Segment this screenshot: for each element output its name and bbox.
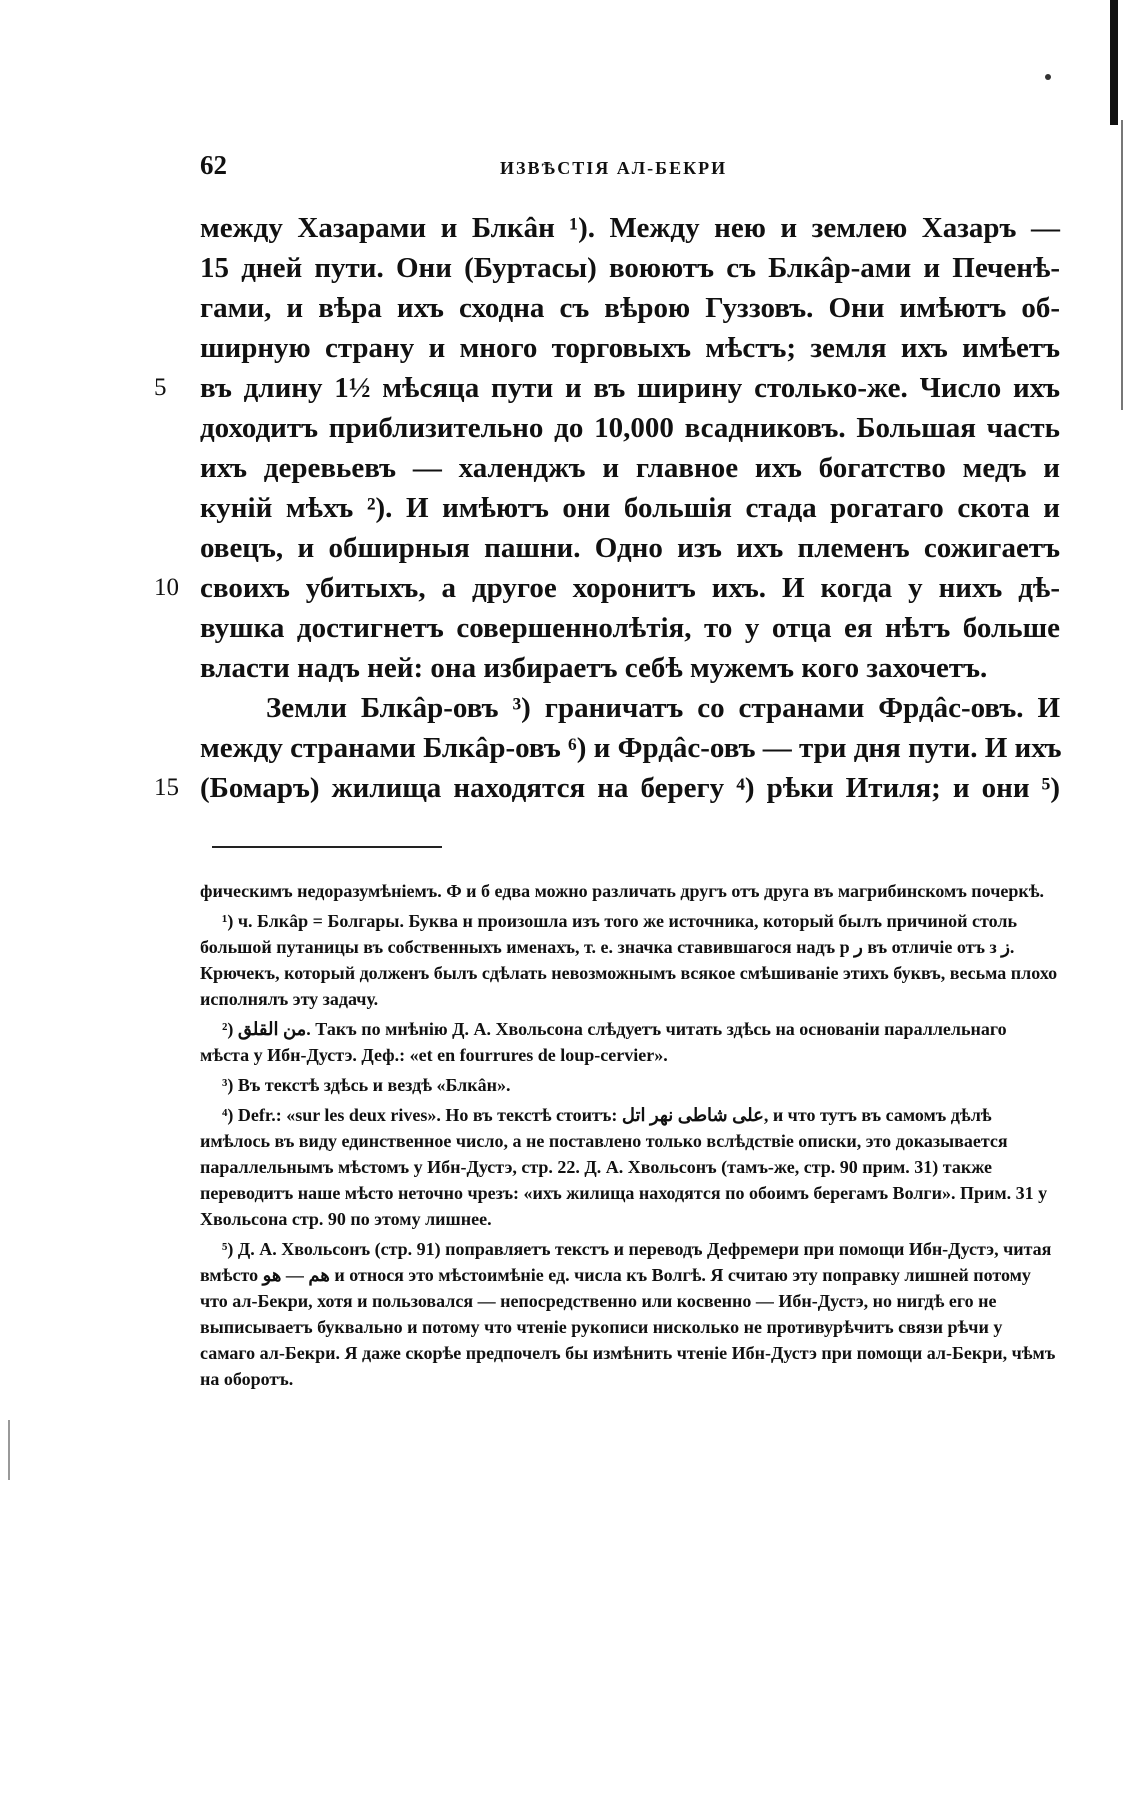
text-line xyxy=(154,368,1060,408)
book-page xyxy=(154,150,1062,1396)
footnote-5: ⁵) Д. А. Хвольсонъ (стр. 91) поправляетъ текстъ и переводъ Дефремери при помощи Ибн-Дустэ, читая вмѣсто هم — هو и относя это мѣстоимѣніе ед. числа къ Волгѣ. Я считаю эту поправку лишней потому что ал-Бекри, хотя и пользовался — непосредственно или косвенно — Ибн-Дустэ, но нигдѣ его не выписываетъ буквально и потому что чтеніе рукописи нисколько не противурѣчитъ связи рѣчи у самаго ал-Бекри. Я даже скорѣе предпочелъ бы измѣнить чтеніе Ибн-Дустэ при помощи ал-Бекри, чѣмъ на оборотъ. xyxy=(200,1239,1056,1389)
text-line xyxy=(200,328,1060,368)
text-line xyxy=(154,568,1060,608)
line-text: (Бомаръ) жилища находятся на берегу ⁴) рѣки Итиля; и они ⁵) xyxy=(200,772,1060,804)
page-number: 62 xyxy=(200,150,227,180)
line-text: Земли Блкâр-овъ ³) граничатъ со странами Фрдâс-овъ. И xyxy=(266,692,1060,724)
line-text: между Хазарами и Блкâн ¹). Между нею и землею Хазаръ — xyxy=(200,212,1060,244)
text-line xyxy=(200,688,1060,728)
text-line xyxy=(200,248,1060,288)
line-text: гами, и вѣра ихъ сходна съ вѣрою Гуззовъ. Они имѣютъ об- xyxy=(200,292,1060,324)
line-text: между странами Блкâр-овъ ⁶) и Фрдâс-овъ — три дня пути. И ихъ xyxy=(200,732,1062,764)
main-text xyxy=(154,208,1062,808)
text-line xyxy=(200,408,1060,448)
text-line xyxy=(200,528,1060,568)
text-line xyxy=(200,208,1060,248)
text-line xyxy=(200,288,1060,328)
scan-edge-mark-left xyxy=(8,1420,10,1480)
text-line xyxy=(200,728,1060,768)
text-line xyxy=(200,448,1060,488)
line-text: власти надъ ней: она избираетъ себѣ мужемъ кого захочетъ. xyxy=(200,652,988,684)
text-line xyxy=(154,768,1060,808)
text-line xyxy=(200,488,1060,528)
line-text: доходитъ приблизительно до 10,000 всадниковъ. Большая часть xyxy=(200,412,1060,444)
page-header xyxy=(200,150,1060,186)
footnote-4: ⁴) Defr.: «sur les deux rives». Но въ текстѣ стоитъ: على شاطى نهر اتل, и что тутъ въ самомъ дѣлѣ имѣлось въ виду единственное число, а не поставлено только вслѣдствіе описки, это доказывается параллельнымъ мѣстомъ у Ибн-Дустэ, стр. 22. Д. А. Хвольсонъ (тамъ-же, стр. 90 прим. 31) также переводитъ наше мѣсто неточно чрезъ: «ихъ жилища находятся по обоимъ берегамъ Волги». Прим. 31 у Хвольсона стр. 90 по этому лишнее. xyxy=(200,1105,1048,1229)
scan-edge-mark-lower xyxy=(1121,120,1123,410)
line-number: 15 xyxy=(154,774,179,801)
scan-speck xyxy=(1045,74,1051,80)
line-text: вушка достигнетъ совершеннолѣтія, то у отца ея нѣтъ больше xyxy=(200,612,1060,644)
line-number: 5 xyxy=(154,374,167,401)
line-text: ихъ деревьевъ — халенджъ и главное ихъ богатство медъ и xyxy=(200,452,1060,484)
footnote-continuation: фическимъ недоразумѣніемъ. Ф и б едва можно различать другъ отъ друга въ магрибинскомъ почеркѣ. xyxy=(200,881,1045,901)
line-text: 15 дней пути. Они (Буртасы) воюютъ съ Блкâр-ами и Печенѣ- xyxy=(200,252,1060,284)
footnote-2: ²) من القلق. Такъ по мнѣнію Д. А. Хвольсона слѣдуетъ читать здѣсь на основаніи параллельнаго мѣста у Ибн-Дустэ. Деф.: «et en fourrures de loup-cervier». xyxy=(200,1019,1007,1065)
line-text: своихъ убитыхъ, а другое хоронитъ ихъ. И когда у нихъ дѣ- xyxy=(200,572,1060,604)
text-line xyxy=(200,608,1060,648)
footnotes xyxy=(200,878,1060,1392)
line-text: въ длину 1½ мѣсяца пути и въ ширину столько-же. Число ихъ xyxy=(200,372,1060,404)
footnote-3: ³) Въ текстѣ здѣсь и вездѣ «Блкâн». xyxy=(222,1075,511,1095)
scan-edge-mark xyxy=(1110,0,1118,125)
text-line xyxy=(200,648,1060,688)
line-number: 10 xyxy=(154,574,179,601)
line-text: овецъ, и обширныя пашни. Одно изъ ихъ племенъ сожигаетъ xyxy=(200,532,1060,564)
footnote-1: ¹) ч. Блкâр = Болгары. Буква н произошла изъ того же источника, который былъ причиной столь большой путаницы въ собственныхъ именахъ, т. е. значка ставившагося надъ р ر въ отличіе отъ з ز. Крючекъ, который долженъ былъ сдѣлать невозможнымъ всякое смѣшиваніе этихъ буквъ, весьма плохо исполнялъ эту задачу. xyxy=(200,911,1058,1009)
running-head: ИЗВѢСТІЯ АЛ-БЕКРИ xyxy=(500,158,728,178)
line-text: ширную страну и много торговыхъ мѣстъ; земля ихъ имѣетъ xyxy=(200,332,1060,364)
line-text: куній мѣхъ ²). И имѣютъ они большія стада рогатаго скота и xyxy=(200,492,1060,524)
footnote-divider xyxy=(212,846,442,848)
